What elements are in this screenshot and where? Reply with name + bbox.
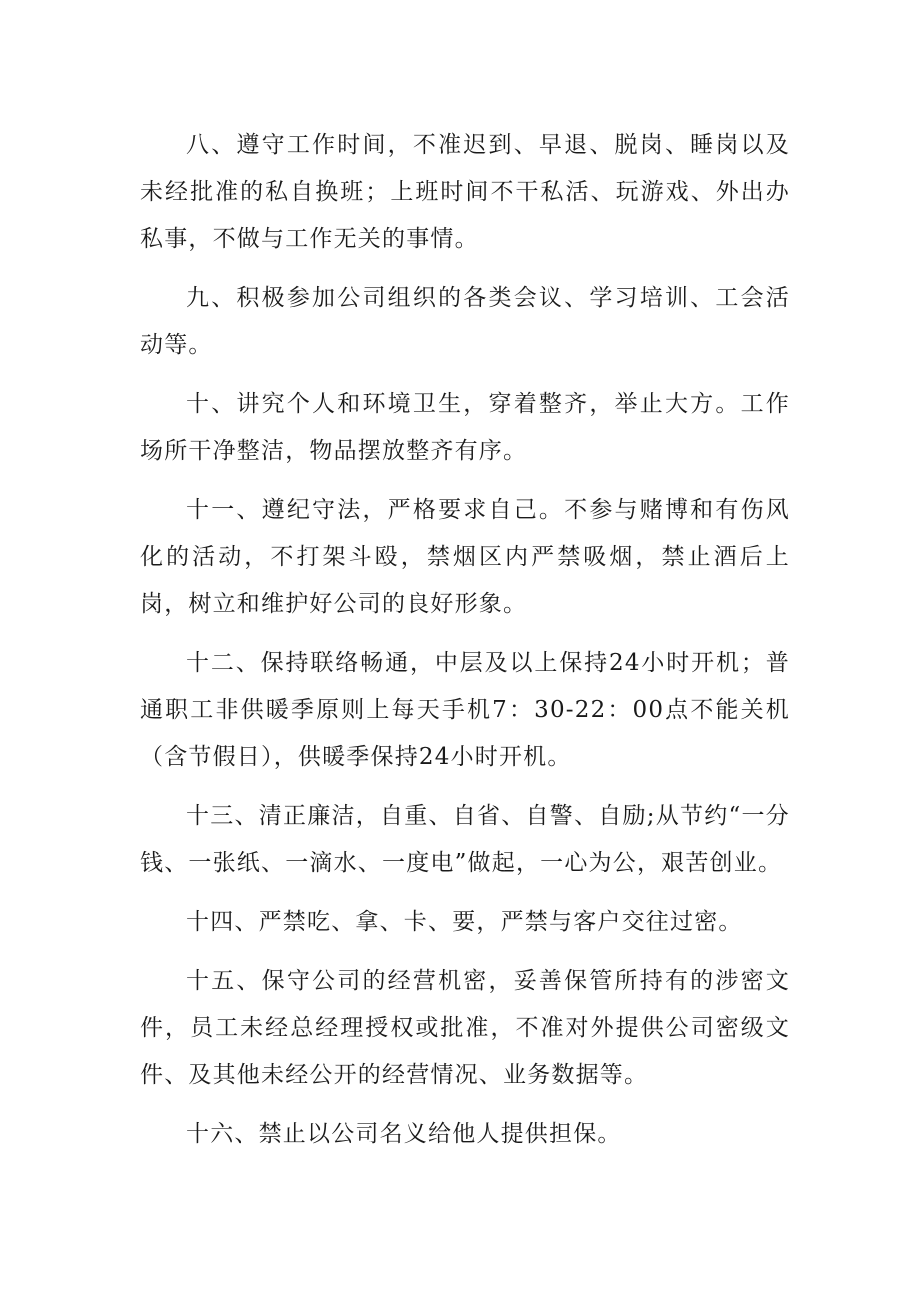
rule-paragraph-8: 八、遵守工作时间，不准迟到、早退、脱岗、睡岗以及未经批准的私自换班；上班时间不干私活、玩游戏、外出办私事，不做与工作无关的事情。 <box>140 132 790 252</box>
rule-paragraph-9: 九、积极参加公司组织的各类会议、学习培训、工会活动等。 <box>140 285 790 358</box>
rule-paragraph-12: 十二、保持联络畅通，中层及以上保持24小时开机；普通职工非供暖季原则上每天手机7：30-22：00点不能关机（含节假日），供暖季保持24小时开机。 <box>140 650 790 770</box>
rule-paragraph-15: 十五、保守公司的经营机密，妥善保管所持有的涉密文件，员工未经总经理授权或批准，不准对外提供公司密级文件、及其他未经公开的经营情况、业务数据等。 <box>140 968 790 1088</box>
document-body <box>140 122 790 1170</box>
rule-paragraph-10: 十、讲究个人和环境卫生，穿着整齐，举止大方。工作场所干净整洁，物品摆放整齐有序。 <box>140 391 790 464</box>
rule-paragraph-16: 十六、禁止以公司名义给他人提供担保。 <box>186 1121 622 1147</box>
rule-paragraph-13: 十三、清正廉洁，自重、自省、自警、自励;从节约“一分钱、一张纸、一滴水、一度电”做起，一心为公，艰苦创业。 <box>140 803 790 876</box>
rule-paragraph-11: 十一、遵纪守法，严格要求自己。不参与赌博和有伤风化的活动，不打架斗殴，禁烟区内严禁吸烟，禁止酒后上岗，树立和维护好公司的良好形象。 <box>140 497 790 617</box>
rule-paragraph-14: 十四、严禁吃、拿、卡、要，严禁与客户交往过密。 <box>186 909 743 935</box>
